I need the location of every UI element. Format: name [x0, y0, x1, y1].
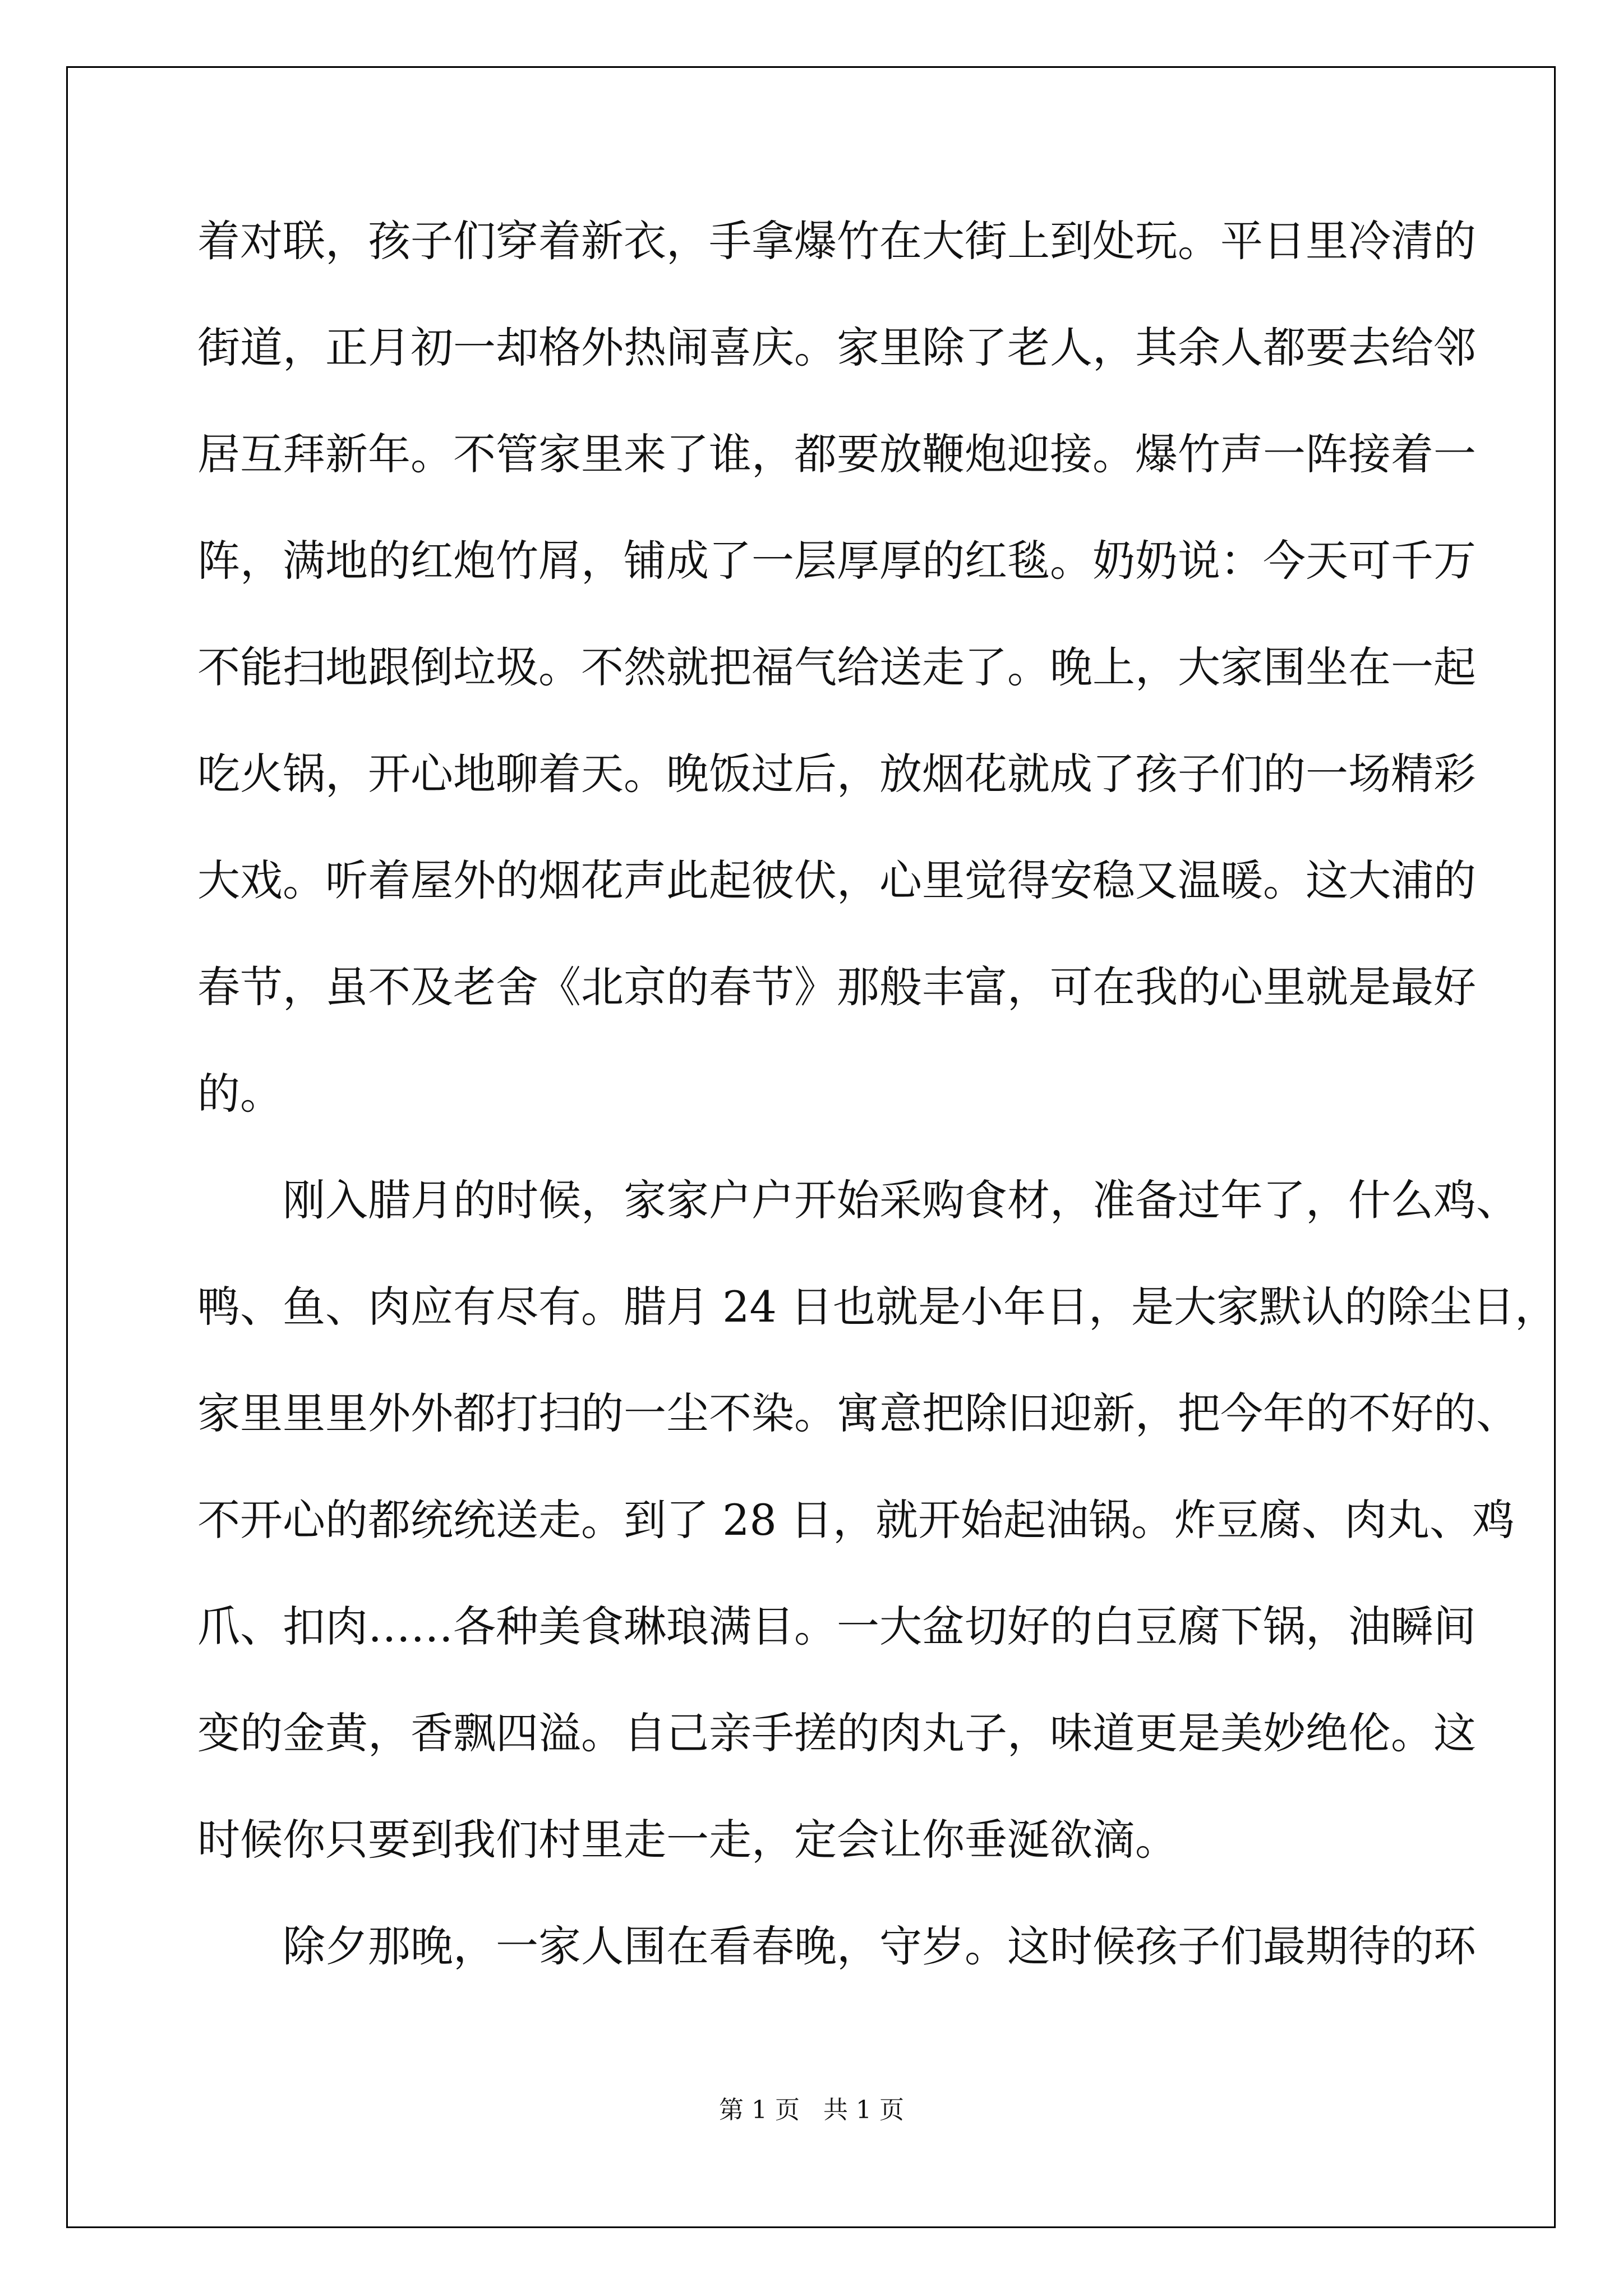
text-line: 时候你只要到我们村里走一走，定会让你垂涎欲滴。 [197, 1815, 1178, 1865]
text-line: 春节，虽不及老舍《北京的春节》那般丰富，可在我的心里就是最好 [197, 962, 1476, 1012]
paragraph-start-line: 除夕那晚，一家人围在看春晚，守岁。这时候孩子们最期待的环 [283, 1921, 1476, 1971]
text-line: 吃火锅，开心地聊着天。晚饭过后，放烟花就成了孩子们的一场精彩 [197, 749, 1476, 799]
text-line: 爪、扣肉……各种美食琳琅满目。一大盆切好的白豆腐下锅，油瞬间 [197, 1602, 1476, 1651]
text-line: 的。 [197, 1069, 283, 1119]
text-line: 家里里里外外都打扫的一尘不染。寓意把除旧迎新，把今年的不好的、 [197, 1388, 1519, 1438]
text-line: 阵，满地的红炮竹屑，铺成了一层厚厚的红毯。奶奶说：今天可千万 [197, 536, 1476, 586]
document-body [197, 210, 1558, 2022]
text-line: 大戏。听着屋外的烟花声此起彼伏，心里觉得安稳又温暖。这大浦的 [197, 855, 1476, 905]
text-line: 不开心的都统统送走。到了 28 日，就开始起油锅。炸豆腐、肉丸、鸡 [197, 1495, 1515, 1545]
text-line: 着对联，孩子们穿着新衣，手拿爆竹在大街上到处玩。平日里冷清的 [197, 216, 1476, 266]
text-line: 居互拜新年。不管家里来了谁，都要放鞭炮迎接。爆竹声一阵接着一 [197, 429, 1476, 479]
page-total: 共 1 页 [823, 2096, 904, 2124]
paragraph-start-line: 刚入腊月的时候，家家户户开始采购食材，准备过年了，什么鸡、 [283, 1175, 1519, 1225]
text-line: 鸭、鱼、肉应有尽有。腊月 24 日也就是小年日，是大家默认的除尘日， [197, 1282, 1558, 1332]
page-number: 第 1 页 [719, 2096, 800, 2124]
text-line: 不能扫地跟倒垃圾。不然就把福气给送走了。晚上，大家围坐在一起 [197, 642, 1476, 692]
page-footer [0, 2090, 1623, 2125]
text-line: 街道，正月初一却格外热闹喜庆。家里除了老人，其余人都要去给邻 [197, 323, 1476, 372]
text-line: 变的金黄，香飘四溢。自己亲手搓的肉丸子，味道更是美妙绝伦。这 [197, 1708, 1476, 1758]
